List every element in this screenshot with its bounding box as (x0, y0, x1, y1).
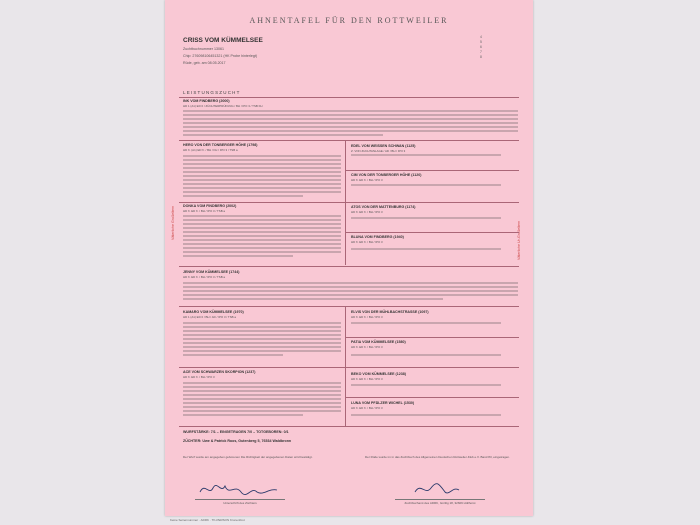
sibling-count: 5 (480, 40, 482, 44)
dam-titles: HD fr. ED fr. / BH / IPO 3 / TSB a (183, 275, 226, 279)
divider (345, 232, 519, 233)
sibling-list (374, 35, 484, 62)
grandsire-name: HERO VON DER TONBERGER HÖHE (1798) (183, 143, 258, 147)
ggs-name: BLUNA VOM FINDBERG (1940) (351, 235, 404, 239)
sibling-count: 8 (480, 55, 482, 59)
stud-book-number: Zuchtbuchnummer 13061 (183, 47, 224, 51)
divider (345, 202, 519, 203)
breeder-signature-label: Unterschrift des Züchters (195, 499, 285, 505)
side-label-right: Väterliche Ur-Großeltern (517, 220, 521, 260)
grandsire-titles: HD fr. (A1) ED fr. / BH / FH / IPO 3 / TSB a (183, 148, 238, 152)
divider (345, 306, 346, 426)
ggs-titles: HD fr. ED fr. / BH / IPO 3 (351, 178, 383, 182)
dog-name: CRISS VOM KÜMMELSEE (183, 37, 263, 44)
mat-ggs-titles: HD fr. ED fr. / BH / IPO 3 (351, 315, 383, 319)
litter-info: WURFSTÄRKE: 7/1 – EINGETRAGEN 7/0 – TOTGEBOREN: 0/1 (183, 430, 289, 434)
divider (345, 367, 519, 368)
breeder-info: ZÜCHTER: Uwe & Patrick Roos, Gutenberg 5, 76534 Waldbronn (183, 439, 292, 443)
ggs-titles: Z. VON ZUCHTANLAGE / AD / BH / IPO 3 (351, 149, 406, 153)
divider (179, 306, 519, 307)
divider (179, 202, 345, 203)
sibling-count: 4 (480, 35, 482, 39)
divider (179, 426, 519, 427)
divider (179, 140, 519, 141)
side-label-left: Väterliche Großeltern (171, 205, 175, 240)
divider (179, 367, 345, 368)
maternal-granddam-name: ACE VOM SCHWARZEN SKORPION (1237) (183, 370, 256, 374)
mat-ggs-titles: HD fr. ED fr. / BH / IPO 3 (351, 377, 383, 381)
dam-name: JENNY VOM KÜMMELSEE (1744) (183, 270, 240, 274)
sire-titles: HD 1 (A1) ED 0 / ZÜCHTERPRÜFUNG / BH / IPO 3 / TSB FH (183, 104, 263, 108)
divider (179, 266, 519, 267)
maternal-grandsire-name: KAMARO VOM KÜMMELSEE (1970) (183, 310, 244, 314)
footer-note: Keine Seriennummer · ADRK · TK-PERSON Kronenbrot (170, 518, 245, 522)
granddam-titles: HD fr. ED fr. / BH / IPO 3 / TSB a (183, 209, 226, 213)
ggs-titles: HD fr. ED fr. / BH / IPO 3 (351, 210, 383, 214)
registry-declaration: Der Rüde wurde im in das Zuchtbuch des Allgemeinen Deutschen Rottweiler-Klub e.V. Band 83, eingetragen. (365, 455, 510, 459)
registry-signature-label: Zuchtbuchamt des ADRK, Görtlig 18, 32609 Hüllhorst (395, 499, 485, 505)
ggs-name: EDEL VOM WEISSEN SCHWAN (1125) (351, 144, 416, 148)
chip-number: Chip: 276098106451321 (HK Probe hinterlegt) (183, 54, 258, 58)
mat-ggs-name: LUNA VOM PFÄLZER WICHEL (1530) (351, 401, 415, 405)
granddam-name: DONKA VOM FINDBERG (2002) (183, 204, 237, 208)
section-heading: LEISTUNGSZUCHT (183, 90, 241, 95)
mat-ggs-titles: HD fr. ED fr. / BH / IPO 3 (351, 406, 383, 410)
mat-ggs-name: PATIA VOM KÜMMELSEE (1580) (351, 340, 406, 344)
ggs-name: CIM VON DER TONBERGER HÖHE (1120) (351, 173, 422, 177)
ggs-titles: HD fr. ED fr. / BH / IPO 3 (351, 240, 383, 244)
mat-ggs-titles: HD fr. ED fr. / BH / IPO 3 (351, 345, 383, 349)
sire-name: INK VOM FINDBERG (2000) (183, 99, 230, 103)
divider (179, 97, 519, 98)
document-title: AHNENTAFEL FÜR DEN ROTTWEILER (249, 16, 449, 25)
mat-ggs-name: BEKO VOM KÜMMELSEE (1238) (351, 372, 406, 376)
divider (345, 170, 519, 171)
divider (345, 397, 519, 398)
maternal-granddam-titles: HD fr. ED fr. / BH / IPO 3 (183, 375, 215, 379)
registry-signature (395, 480, 485, 498)
pedigree-sheet (165, 0, 533, 516)
breeder-signature (195, 480, 285, 498)
sibling-count: 7 (480, 50, 482, 54)
divider (345, 337, 519, 338)
breeder-declaration: Der Wurf wurde am angegeben geborenen Die Richtigkeit der angegebenen Daten wird bestätigt. (183, 455, 313, 459)
mat-ggs-name: ELVIS VON DER MÜHLBACHSTRASSE (1097) (351, 310, 429, 314)
sibling-line (374, 58, 484, 63)
birth-date: Rüde, geb. am 08.05.2017 (183, 61, 226, 65)
maternal-grandsire-titles: HD 1 (A1) ED 0 / BH / AD / IPO 3 / TSB a (183, 315, 236, 319)
sibling-count: 6 (480, 45, 482, 49)
ggs-name: ATOS VON DER MATTENBURG (1174) (351, 205, 416, 209)
